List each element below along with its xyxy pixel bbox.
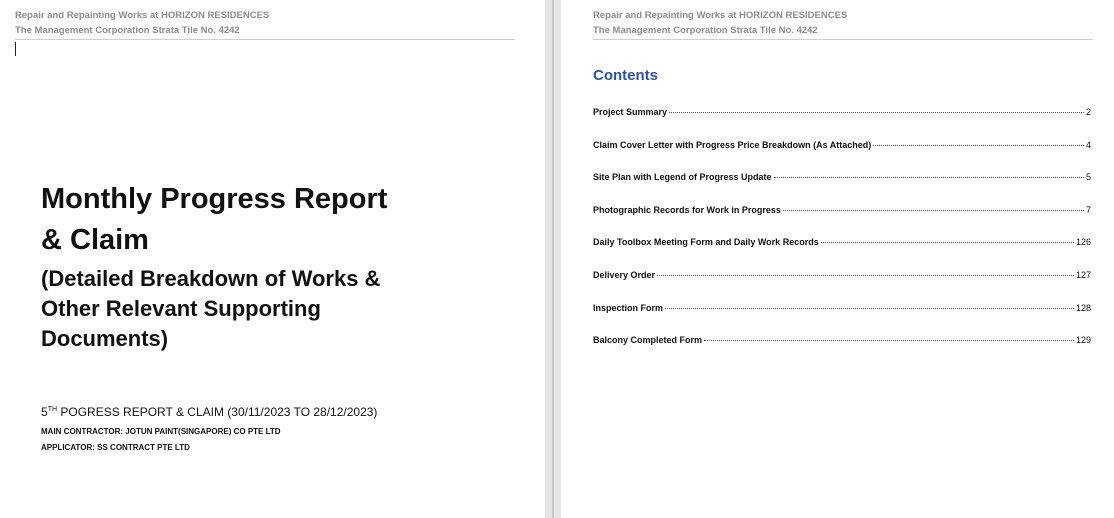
- toc-entry-claim-cover-letter[interactable]: [593, 140, 1091, 173]
- toc-entry-label: Delivery Order: [593, 269, 656, 280]
- toc-entry-label: Balcony Completed Form: [593, 335, 703, 346]
- header-divider: [593, 39, 1093, 40]
- contents-heading: Contents: [593, 67, 658, 84]
- toc-entry-page: 4: [1085, 139, 1091, 150]
- toc-entry-label: Site Plan with Legend of Progress Update: [593, 172, 772, 183]
- toc-entry-page: 128: [1075, 302, 1091, 313]
- title-line-2: & Claim: [41, 224, 149, 256]
- toc-leader: [669, 112, 1084, 113]
- toc-leader: [774, 177, 1084, 178]
- toc-entry-page: 127: [1075, 269, 1091, 280]
- subtitle-line-2: Other Relevant Supporting: [41, 296, 321, 321]
- contents-page: [561, 0, 1114, 518]
- toc-entry-page: 129: [1075, 335, 1091, 346]
- toc-entry-delivery-order[interactable]: [593, 270, 1091, 303]
- toc-entry-balcony-completed-form[interactable]: [593, 335, 1091, 368]
- toc-entry-page: 7: [1085, 204, 1091, 215]
- toc-entry-page: 5: [1085, 172, 1091, 183]
- subtitle-line-3: Documents): [41, 326, 169, 351]
- toc-entry-label: Photographic Records for Work in Progress: [593, 204, 781, 215]
- header-mcst-line: The Management Corporation Strata Tile No. 4242: [15, 25, 240, 36]
- text-cursor: [15, 42, 16, 56]
- subtitle-line-1: (Detailed Breakdown of Works &: [41, 266, 381, 291]
- toc-leader: [704, 340, 1074, 341]
- report-period: [41, 405, 377, 419]
- cover-page: [0, 0, 545, 518]
- report-period-text: POGRESS REPORT & CLAIM (30/11/2023 TO 28/12/2023): [57, 405, 378, 419]
- toc-leader: [657, 275, 1074, 276]
- report-title: [41, 179, 521, 261]
- toc-entry-label: Project Summary: [593, 107, 668, 117]
- toc-entry-project-summary[interactable]: [593, 107, 1091, 140]
- contents-list: [593, 107, 1091, 368]
- toc-entry-page: 2: [1085, 107, 1091, 117]
- title-line-1: Monthly Progress Report: [41, 183, 388, 215]
- toc-entry-label: Daily Toolbox Meeting Form and Daily Work Records: [593, 237, 819, 248]
- toc-entry-daily-toolbox-meeting[interactable]: [593, 237, 1091, 270]
- toc-leader: [783, 210, 1084, 211]
- header-project-line: Repair and Repainting Works at HORIZON RESIDENCES: [15, 10, 270, 21]
- applicator: APPLICATOR: SS CONTRACT PTE LTD: [41, 443, 190, 452]
- toc-entry-photographic-records[interactable]: [593, 205, 1091, 238]
- toc-entry-label: Inspection Form: [593, 302, 664, 313]
- report-number-suffix: TH: [47, 406, 58, 413]
- header-project-line: Repair and Repainting Works at HORIZON RESIDENCES: [593, 10, 848, 21]
- page-header: [593, 8, 847, 38]
- report-subtitle: [41, 264, 521, 354]
- header-divider: [15, 39, 515, 40]
- toc-entry-inspection-form[interactable]: [593, 303, 1091, 336]
- toc-leader: [665, 308, 1074, 309]
- toc-leader: [821, 242, 1074, 243]
- main-contractor: MAIN CONTRACTOR: JOTUN PAINT(SINGAPORE) CO PTE LTD: [41, 427, 281, 436]
- toc-entry-page: 126: [1075, 237, 1091, 248]
- report-number: 5: [41, 405, 48, 419]
- toc-leader: [873, 145, 1084, 146]
- header-mcst-line: The Management Corporation Strata Tile No. 4242: [593, 25, 818, 36]
- toc-entry-label: Claim Cover Letter with Progress Price Breakdown (As Attached): [593, 139, 872, 150]
- page-separator: [552, 0, 554, 518]
- toc-entry-site-plan[interactable]: [593, 172, 1091, 205]
- page-header: [15, 8, 269, 38]
